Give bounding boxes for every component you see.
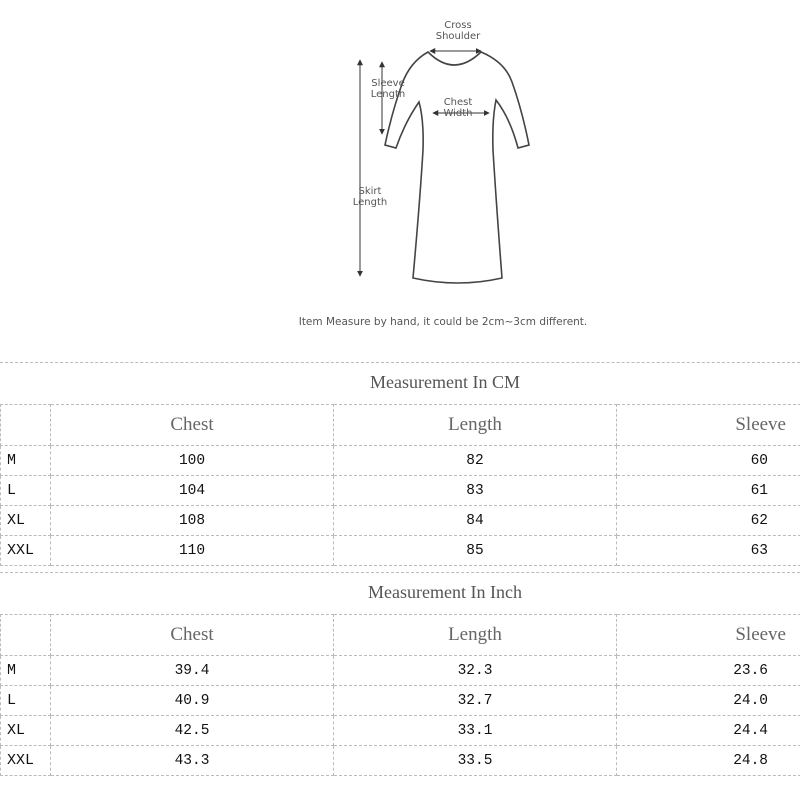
- length-cell: 84: [334, 506, 617, 536]
- table-row: [1, 746, 800, 776]
- size-cell: XL: [1, 506, 51, 536]
- inch-table-title: Measurement In Inch: [368, 582, 522, 602]
- length-cell: 33.1: [334, 716, 617, 746]
- sleeve-cell: 23.6: [617, 656, 800, 686]
- table-row: [1, 716, 800, 746]
- sleeve-cell: 24.8: [617, 746, 800, 776]
- cm-table-title: Measurement In CM: [370, 372, 520, 392]
- inch-size-table: [0, 614, 800, 776]
- cross-shoulder-label-line2: Shoulder: [435, 31, 481, 42]
- table-row: [1, 656, 800, 686]
- chest-cell: 39.4: [51, 656, 334, 686]
- skirt-length-label: [348, 186, 392, 208]
- sleeve-cell: 24.0: [617, 686, 800, 716]
- chest-cell: 100: [51, 446, 334, 476]
- size-cell: L: [1, 686, 51, 716]
- size-cell: XXL: [1, 536, 51, 566]
- skirt-length-label-line1: Skirt: [358, 186, 382, 197]
- skirt-length-label-line2: Length: [352, 197, 388, 208]
- sleeve-header: Sleeve: [617, 615, 800, 656]
- chest-cell: 110: [51, 536, 334, 566]
- sleeve-cell: 61: [617, 476, 800, 506]
- size-cell: L: [1, 476, 51, 506]
- length-header: Length: [334, 615, 617, 656]
- sleeve-length-label-line2: Length: [370, 89, 406, 100]
- chest-header: Chest: [51, 615, 334, 656]
- length-cell: 83: [334, 476, 617, 506]
- length-cell: 82: [334, 446, 617, 476]
- measure-note: Item Measure by hand, it could be 2cm~3cm different.: [298, 316, 588, 328]
- length-cell: 33.5: [334, 746, 617, 776]
- chest-width-label-line2: Width: [443, 108, 473, 119]
- size-cell: M: [1, 656, 51, 686]
- chest-cell: 104: [51, 476, 334, 506]
- chest-cell: 43.3: [51, 746, 334, 776]
- length-header: Length: [334, 405, 617, 446]
- chest-cell: 40.9: [51, 686, 334, 716]
- dress-outline-illustration: [0, 0, 800, 345]
- chest-width-label: [438, 97, 478, 119]
- cross-shoulder-label-line1: Cross: [444, 20, 472, 31]
- sleeve-cell: 60: [617, 446, 800, 476]
- size-cell: XXL: [1, 746, 51, 776]
- chest-header: Chest: [51, 405, 334, 446]
- table-row: [1, 446, 800, 476]
- sleeve-cell: 63: [617, 536, 800, 566]
- sleeve-cell: 62: [617, 506, 800, 536]
- cm-size-table: [0, 404, 800, 566]
- length-cell: 32.7: [334, 686, 617, 716]
- sleeve-header: Sleeve: [617, 405, 800, 446]
- size-header-cell: [1, 405, 51, 446]
- table-row: [1, 506, 800, 536]
- size-header-cell: [1, 615, 51, 656]
- cross-shoulder-label: [428, 20, 488, 42]
- size-diagram: [0, 0, 800, 345]
- sleeve-length-label-line1: Sleeve: [371, 78, 405, 89]
- table-header-row: [1, 405, 800, 446]
- table-row: [1, 476, 800, 506]
- size-cell: M: [1, 446, 51, 476]
- section-divider: [0, 362, 800, 363]
- sleeve-cell: 24.4: [617, 716, 800, 746]
- table-header-row: [1, 615, 800, 656]
- table-row: [1, 536, 800, 566]
- length-cell: 85: [334, 536, 617, 566]
- chest-cell: 42.5: [51, 716, 334, 746]
- size-cell: XL: [1, 716, 51, 746]
- section-divider: [0, 572, 800, 573]
- sleeve-length-label: [366, 78, 410, 100]
- table-row: [1, 686, 800, 716]
- chest-cell: 108: [51, 506, 334, 536]
- chest-width-label-line1: Chest: [443, 97, 473, 108]
- length-cell: 32.3: [334, 656, 617, 686]
